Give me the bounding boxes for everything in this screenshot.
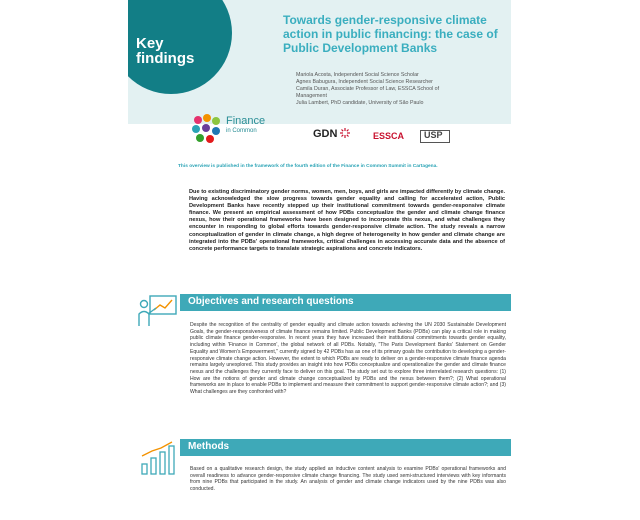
key-findings-line-1: Key xyxy=(136,35,164,52)
finance-in-common-subtitle: in Common xyxy=(226,128,257,134)
author-line: Agnes Babugura, Independent Social Science Researcher xyxy=(296,79,433,85)
methods-section-header xyxy=(180,439,511,456)
key-findings-heading xyxy=(136,36,194,66)
essca-logo: ESSCA xyxy=(373,131,405,141)
publication-notice: This overview is published in the framework of the fourth edition of the Finance in Common Summit in Cartagena. xyxy=(178,164,438,169)
document-title: Towards gender-responsive climate action in public financing: the case of Public Development Banks xyxy=(283,13,498,55)
gdn-burst-icon xyxy=(340,128,350,138)
finance-in-common-mark-icon xyxy=(190,112,224,146)
policy-brief-page xyxy=(128,0,511,520)
author-line: Julia Lambert, PhD candidate, University of São Paulo xyxy=(296,100,424,106)
author-line: Camila Duran, Associate Professor of Law, ESSCA School of xyxy=(296,86,440,92)
gdn-logo: GDN xyxy=(313,128,338,140)
methods-heading: Methods xyxy=(188,441,230,452)
presenter-icon xyxy=(136,292,180,332)
objectives-paragraph: Despite the recognition of the centrality of gender equality and climate action towards achieving the UN 2030 Sustainable Development Goals, the gender-responsiveness of climate finance remains limited. Public Development Banks (PDBs) can play a critical role in making public climate finance gender-responsive. In recent years they have increased their institutional commitments towards gender equality, including within 'Finance in Common', the global network of all PDBs. Notably, "The Paris Development Banks' Statement on Gender Equality and Women's Empowerment," currently signed by 42 PDBs has as one of its primary goals the contribution to developing a gender-responsive climate change action. However, the extent to which PDBs are ready to deliver on a gender-responsive climate finance agenda remains largely unexplored. This study provides an insight into how PDBs conceptualize and operationalize the gender and climate finance nexus and the challenges they currently face to deliver on this goal. The study set out to explore three interrelated research questions: (1) How are the notions of gender and climate change conceptualized by PDBs and the nexus between them?; (2) What operational frameworks are in place to enable PDBs to implement and measure their commitment to support gender-responsive climate action?; and (3) What challenges are they confronted with? xyxy=(190,322,506,396)
author-line: Mariola Acosta, Independent Social Science Scholar xyxy=(296,72,419,78)
summary-paragraph: Due to existing discriminatory gender norms, women, men, boys, and girls are impacted differently by climate change. Having acknowledged the slow progress towards gender equality and calling for accelerated action, Public Development Banks have recently stepped up their institutional commitment towards gender-responsive climate finance. We present an empirical assessment of how PDBs conceptualize the gender and climate change finance nexus, how their operational frameworks have been designed to incorporate this nexus, and what challenges they encounter in responding to global efforts towards gender-responsive climate action. The study reveals a narrow conceptualization of gender in climate change, a high degree of heterogeneity in how gender and climate change are integrated into the PDBs' operational frameworks, critical challenges in accessing accurate data and the absence of concrete performance targets to translate strategic aspirations and concrete indicators. xyxy=(189,189,505,252)
methods-paragraph: Based on a qualitative research design, the study applied an inductive content analysis to examine PDBs' operational frameworks and overall readiness to advance gender-responsive climate change financing. The study used semi-structured interviews with key informants from nine PDBs that participated in the study. An analysis of gender and climate change indicators used by the nine PDBs was also conducted. xyxy=(190,466,506,493)
bar-chart-icon xyxy=(136,440,180,480)
author-list xyxy=(296,72,508,107)
finance-in-common-title: Finance xyxy=(226,115,266,127)
usp-logo xyxy=(420,130,450,143)
author-line: Management xyxy=(296,93,327,99)
usp-logo-text: USP xyxy=(424,130,443,140)
finance-in-common-logo xyxy=(190,112,290,152)
objectives-section-header xyxy=(180,294,511,311)
key-findings-line-2: findings xyxy=(136,50,195,67)
objectives-heading: Objectives and research questions xyxy=(188,296,354,307)
